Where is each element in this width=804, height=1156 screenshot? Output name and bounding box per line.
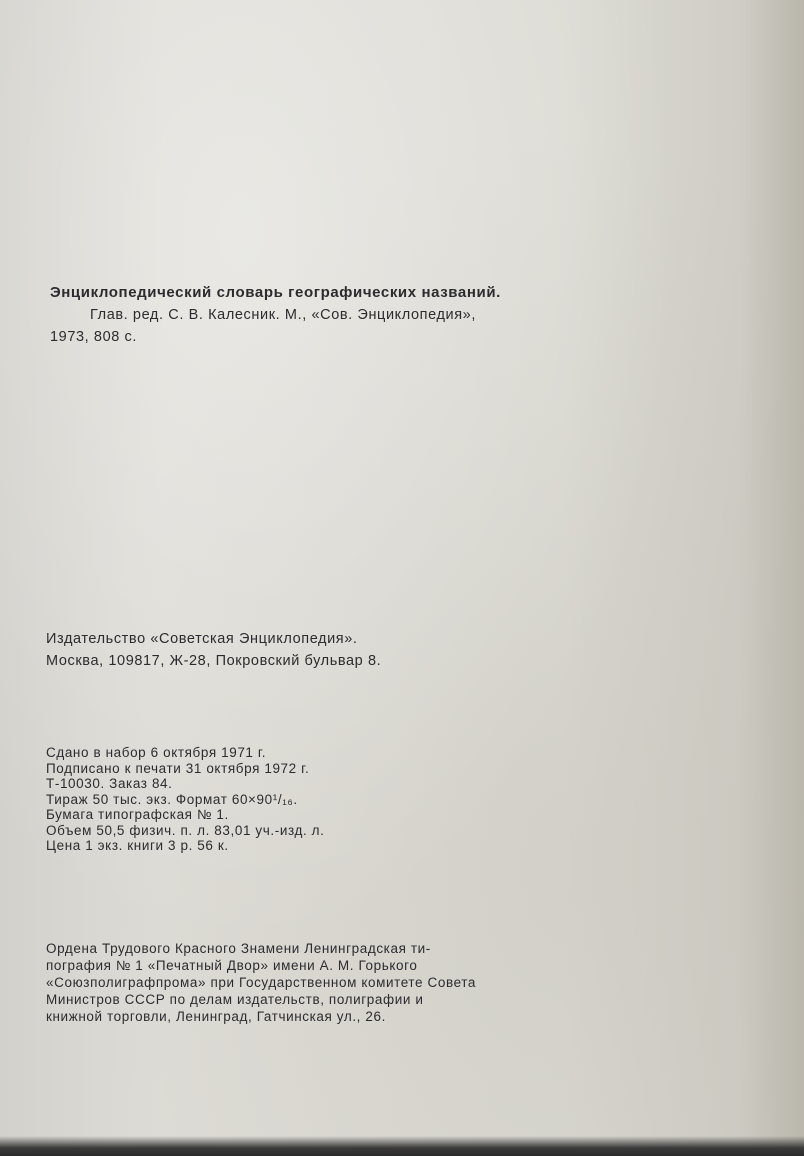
book-title: Энциклопедический словарь географических названий. [50, 284, 501, 301]
printer-line: Министров СССР по делам издательств, полиграфии и [46, 992, 424, 1007]
printer-info [46, 940, 476, 1025]
imprint-line: Бумага типографская № 1. [46, 807, 229, 822]
publisher-info [46, 628, 381, 672]
printer-line: пография № 1 «Печатный Двор» имени А. М. Горького [46, 958, 418, 973]
printer-line: книжной торговли, Ленинград, Гатчинская ул., 26. [46, 1009, 386, 1024]
publisher-name: Издательство «Советская Энциклопедия». [46, 631, 358, 647]
printer-line: Ордена Трудового Красного Знамени Ленинградская ти- [46, 941, 431, 956]
imprint-line: Подписано к печати 31 октября 1972 г. [46, 760, 310, 776]
imprint-line: Объем 50,5 физич. п. л. 83,01 уч.-изд. л. [46, 822, 325, 838]
imprint-line: Тираж 50 тыс. экз. Формат 60×90¹/₁₆. [46, 791, 298, 807]
reference-line: 1973, 808 с. [50, 329, 138, 345]
imprint-line: Т-10030. Заказ 84. [46, 776, 173, 791]
imprint-details [46, 745, 325, 854]
imprint-line: Цена 1 экз. книги 3 р. 56 к. [46, 838, 229, 853]
reference-line: Глав. ред. С. В. Калесник. М., «Сов. Энциклопедия», [90, 307, 476, 323]
publisher-address: Москва, 109817, Ж-28, Покровский бульвар 8. [46, 653, 382, 669]
printer-line: «Союзполиграфпрома» при Государственном комитете Совета [46, 975, 476, 990]
imprint-line: Сдано в набор 6 октября 1971 г. [46, 745, 267, 760]
bibliographic-reference [50, 282, 501, 348]
